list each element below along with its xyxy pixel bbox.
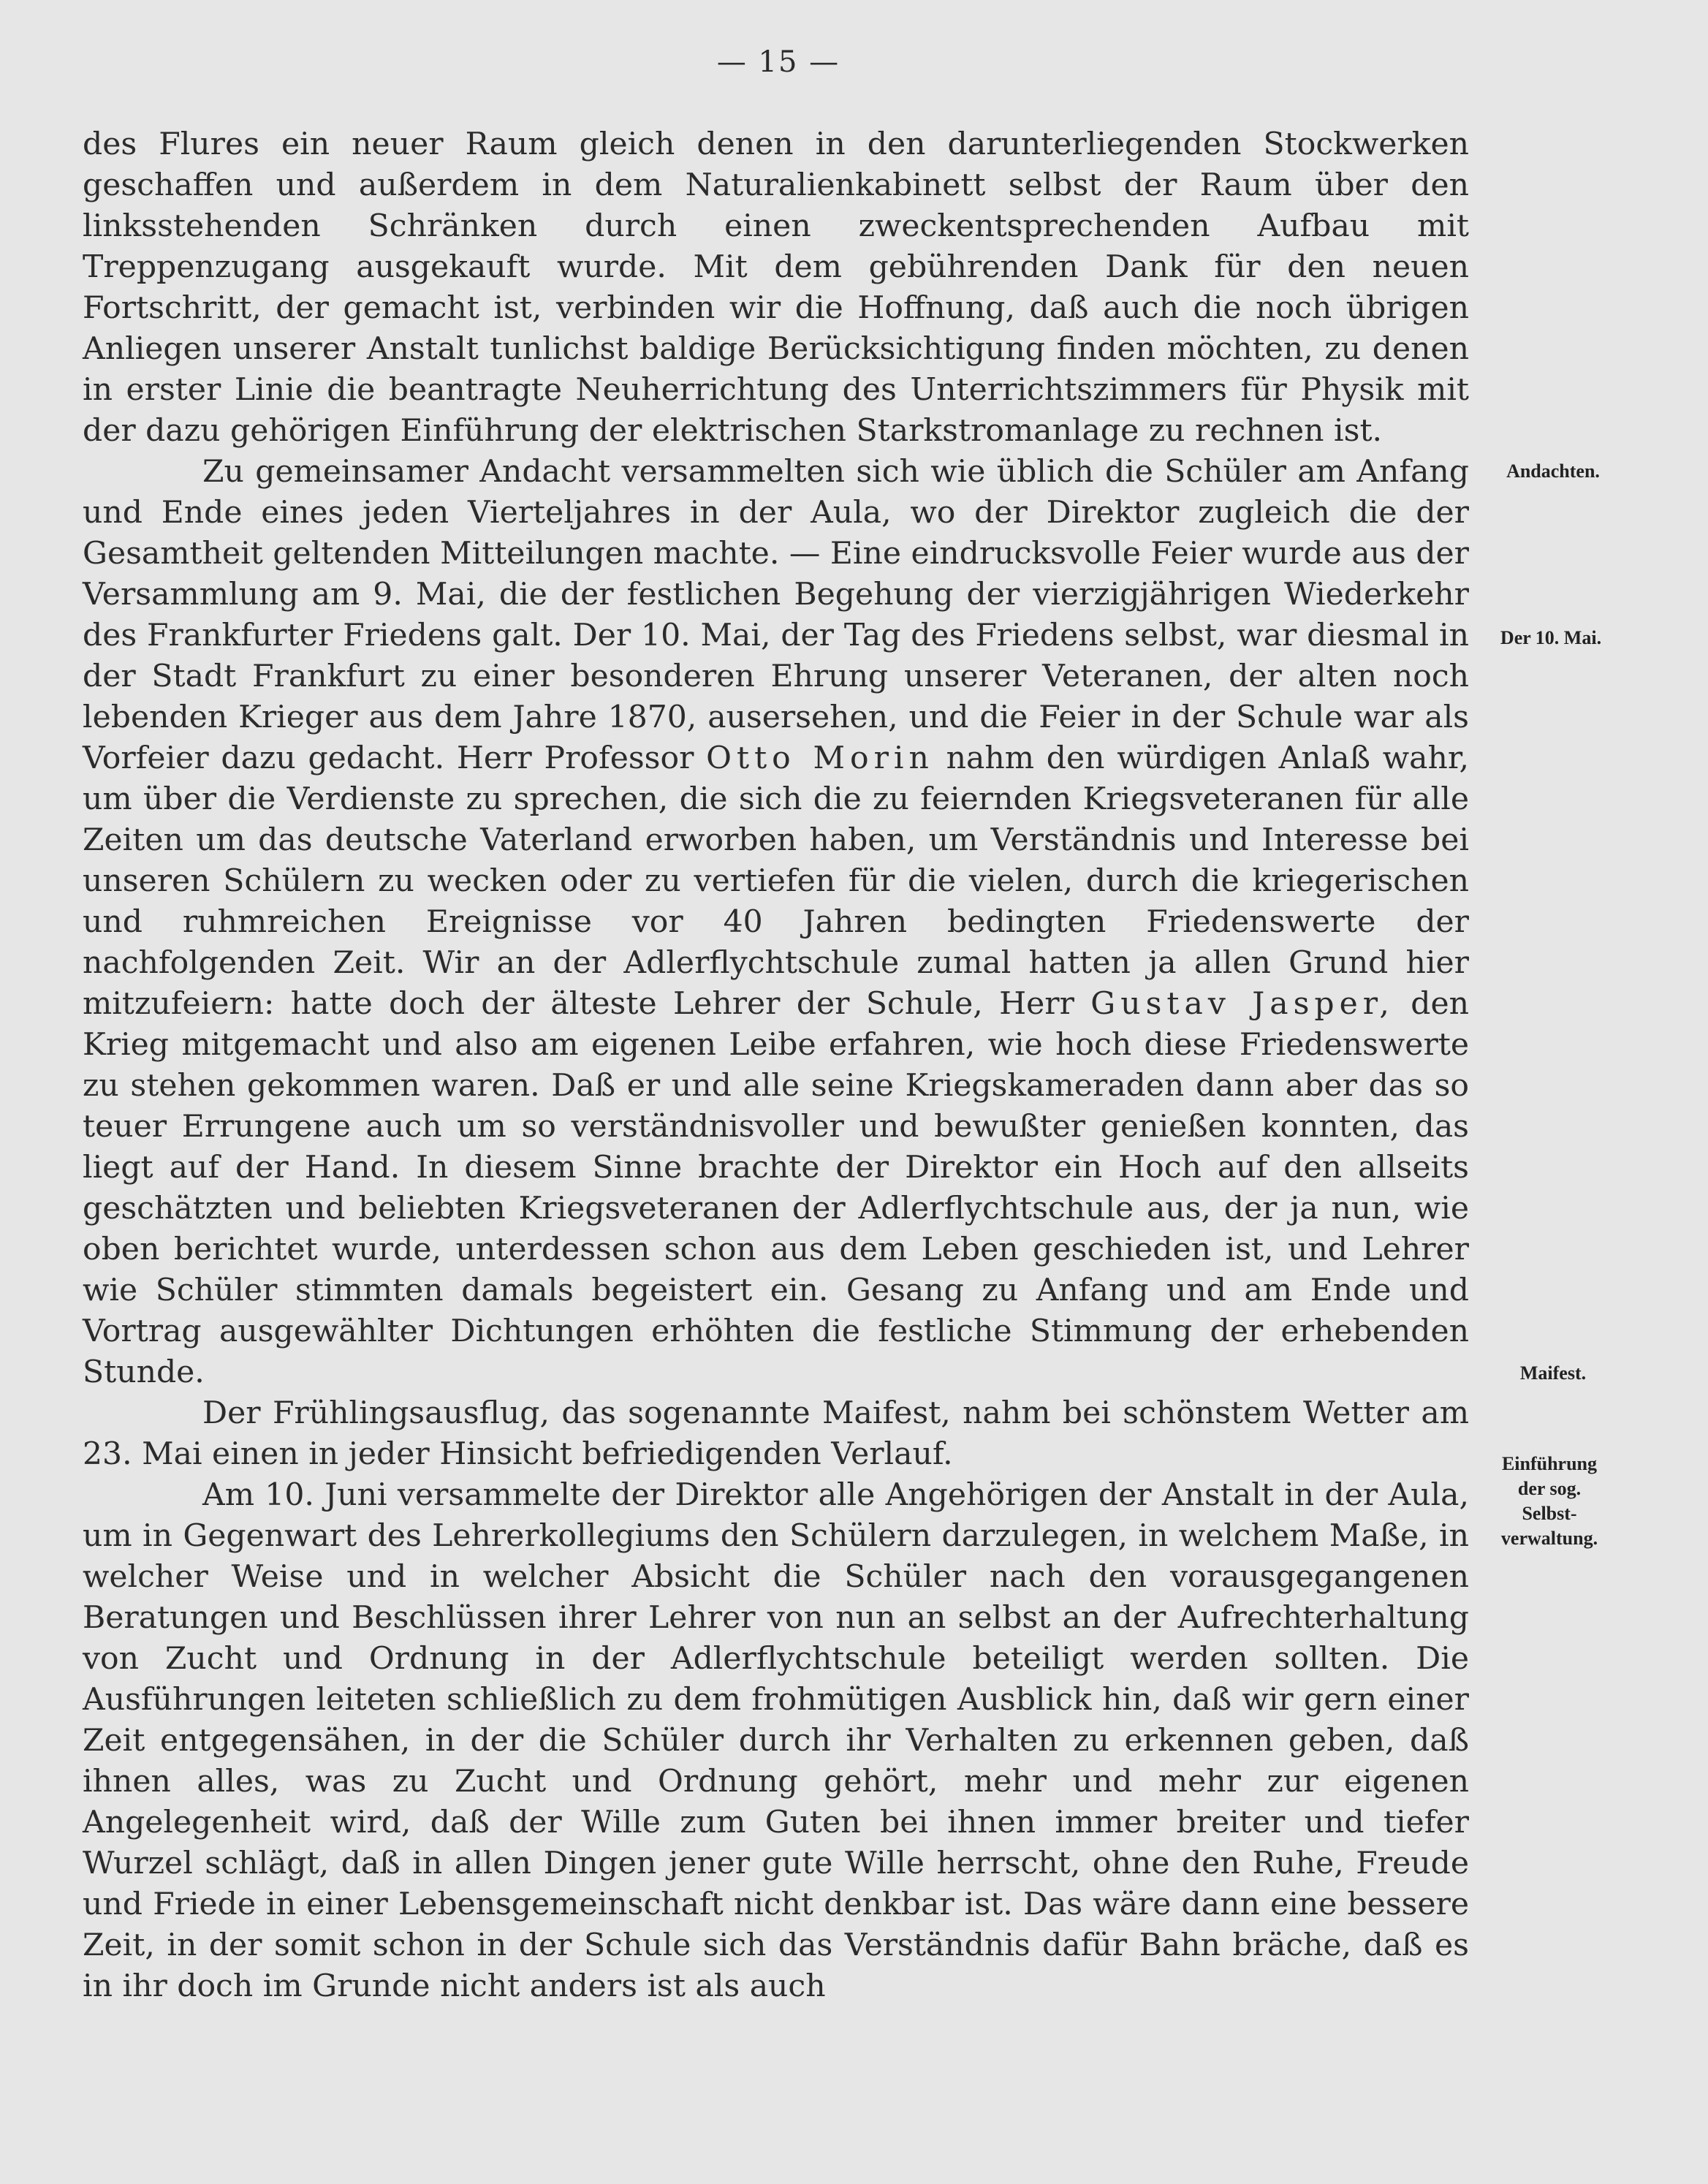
marginal-einfuehrung-line-3: Selbst- [1522, 1503, 1577, 1524]
marginal-note-einfuehrung [1473, 1452, 1626, 1551]
paragraph-selbstverwaltung: Am 10. Juni versammelte der Direktor alle Angehörigen der Anstalt in der Aula, um in Gegenwart des Lehrerkollegiums den Schülern darzulegen, in welchem Maße, in welcher Weise und in welcher Absicht die Schüler nach den vorausgegangenen Beratungen und Beschlüssen ihrer Lehrer von nun an selbst an der Aufrechterhaltung von Zucht und Ordnung in der Adlerflychtschule beteiligt werden sollten. Die Ausführungen leiteten schließlich zu dem frohmütigen Ausblick hin, daß wir gern einer Zeit entgegensähen, in der die Schüler durch ihr Verhalten zu erkennen geben, daß ihnen alles, was zu Zucht und Ordnung gehört, mehr und mehr zur eigenen Angelegenheit wird, daß der Wille zum Guten bei ihnen immer breiter und tiefer Wurzel schlägt, daß in allen Dingen jener gute Wille herrscht, ohne den Ruhe, Freude und Friede in einer Lebensgemeinschaft nicht denkbar ist. Das wäre dann eine bessere Zeit, in der somit schon in der Schule sich das Verständnis dafür Bahn bräche, daß es in ihr doch im Grunde nicht anders ist als auch [83, 1477, 1469, 2004]
paragraph-andachten [83, 452, 1469, 1393]
page-number: — 15 — [716, 45, 840, 79]
marginal-einfuehrung-line-2: der sog. [1517, 1478, 1582, 1499]
paragraph-andachten-part-c: den Krieg mitgemacht und also am eigenen Leibe erfahren, wie hoch diese Friedenswerte zu stehen gekommen waren. Daß er und alle seine Kriegskameraden dann aber das so teuer Errungene auch um so verständnisvoller und bewußter genießen konnten, das liegt auf der Hand. In diesem Sinne brachte der Direktor ein Hoch auf den allseits geschätzten und beliebten Kriegsveteranen der Adlerflychtschule aus, der ja nun, wie oben berichtet wurde, unterdessen schon aus dem Leben geschieden ist, und Lehrer wie Schüler stimmten damals begeistert ein. Gesang zu Anfang und am Ende und Vortrag ausgewählter Dichtungen erhöhten die festliche Stimmung der erhebenden Stunde. [83, 986, 1469, 1390]
body-text [83, 124, 1469, 2007]
marginal-note-andachten: Andachten. [1506, 460, 1600, 482]
name-gustav-jasper: Gustav Jasper, [1090, 986, 1394, 1022]
marginal-note-zehnter-mai: Der 10. Mai. [1500, 627, 1602, 648]
paragraph-maifest: Der Frühlingsausflug, das sogenannte Maifest, nahm bei schönstem Wetter am 23. Mai einen in jeder Hinsicht befriedigenden Verlauf. [83, 1395, 1469, 1472]
paragraph-andachten-part-a: Zu gemeinsamer Andacht versammelten sich wie üblich die Schüler am Anfang und Ende eines jeden Vierteljahres in der Aula, wo der Direktor zugleich die der Gesamtheit geltenden Mitteilungen machte. — Eine eindrucksvolle Feier wurde aus der Versammlung am 9. Mai, die der festlichen Begehung der vierzigjährigen Wiederkehr des Frankfurter Friedens galt. Der 10. Mai, der Tag des Friedens selbst, war diesmal in der Stadt Frankfurt zu einer besonderen Ehrung unserer Veteranen, der alten noch lebenden Krieger aus dem Jahre 1870, ausersehen, und die Feier in der Schule war als Vorfeier dazu gedacht. Herr Professor [83, 454, 1469, 776]
paragraph-building: des Flures ein neuer Raum gleich denen in den darunterliegenden Stockwerken geschaffen und außerdem in dem Naturalienkabinett selbst der Raum über den linksstehenden Schränken durch einen zweckentsprechenden Aufbau mit Treppenzugang ausgekauft wurde. Mit dem gebührenden Dank für den neuen Fortschritt, der gemacht ist, verbinden wir die Hoffnung, daß auch die noch übrigen Anliegen unserer Anstalt tunlichst baldige Berücksichtigung finden möchten, zu denen in erster Linie die beantragte Neuherrichtung des Unterrichtszimmers für Physik mit der dazu gehörigen Einführung der elektrischen Starkstromanlage zu rechnen ist. [83, 126, 1469, 449]
marginal-einfuehrung-line-1: Einführung [1501, 1453, 1598, 1474]
marginal-einfuehrung-line-4: verwaltung. [1500, 1528, 1598, 1549]
name-otto-morin: Otto Morin [706, 740, 934, 776]
paragraph-andachten-part-b: nahm den würdigen Anlaß wahr, um über die Verdienste zu sprechen, die sich die zu feiernden Kriegsveteranen für alle Zeiten um das deutsche Vaterland erworben haben, um Verständnis und Interesse bei unseren Schülern zu wecken oder zu vertiefen für die vielen, durch die kriegerischen und ruhmreichen Ereignisse vor 40 Jahren bedingten Friedenswerte der nachfolgenden Zeit. Wir an der Adlerflychtschule zumal hatten ja allen Grund hier mitzufeiern: hatte doch der älteste Lehrer der Schule, Herr [83, 740, 1470, 1022]
marginal-note-maifest: Maifest. [1519, 1362, 1587, 1384]
